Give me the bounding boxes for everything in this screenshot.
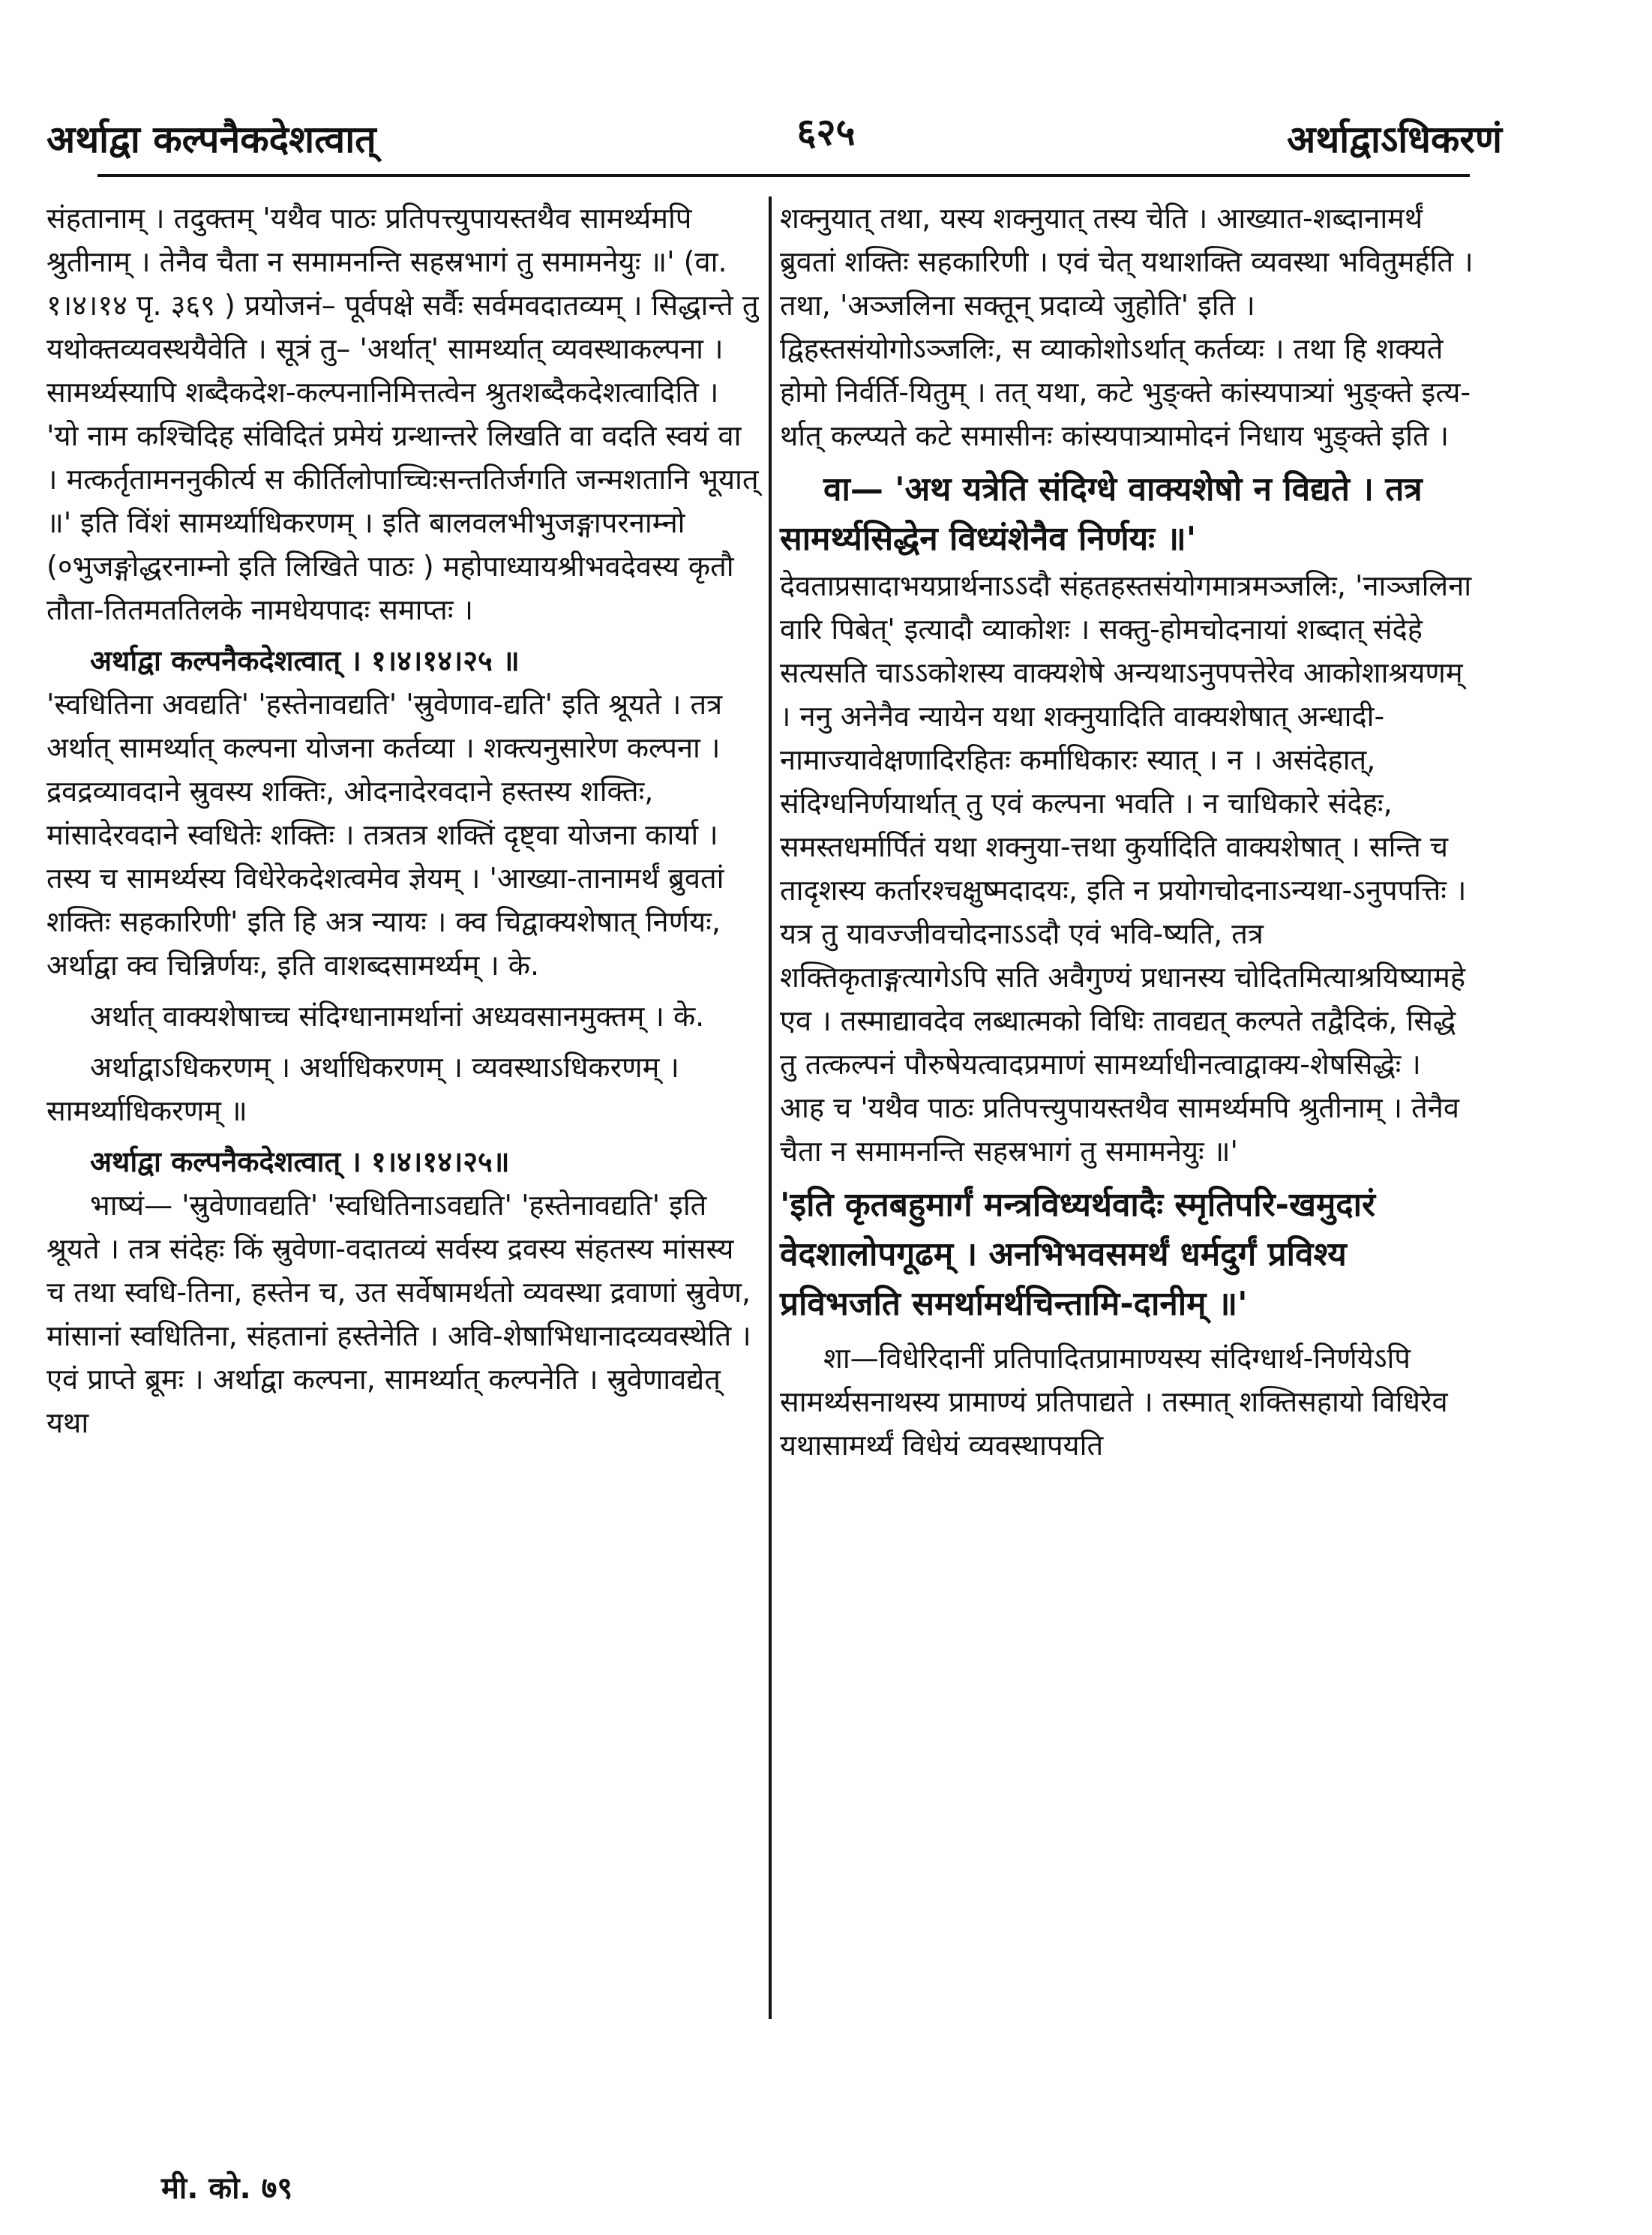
page-header: [0, 0, 1652, 172]
sutra-heading-2: अर्थाद्वा कल्पनैकदेशत्वात् । १।४।१४।२५॥: [90, 1145, 510, 1178]
right-paragraph-1: शक्नुयात् तथा, यस्य शक्नुयात् तस्य चेति । आख्यात-शब्दानामर्थं ब्रुवतां शक्तिः सहकारिणी । एवं चेत् यथाशक्ति व्यवस्था भवितुमर्हति । तथा, 'अञ्जलिना सक्तून् प्रदाव्ये जुहोति' इति । द्विहस्तसंयोगोऽञ्जलिः, स व्याकोशोऽर्थात् कर्तव्यः । तथा हि शक्यते होमो निर्वर्ति-यितुम् । तत् यथा, कटे भुङ्क्ते कांस्यपात्र्यां भुङ्क्ते इत्य-र्थात् कल्प्यते कटे समासीनः कांस्यपात्र्यामोदनं निधाय भुङ्क्ते इति ।: [780, 202, 1474, 452]
right-paragraph-2: देवताप्रसादाभयप्रार्थनाऽऽदौ संहतहस्तसंयोगमात्रमञ्जलिः, 'नाञ्जलिना वारि पिबेत्' इत्यादौ व्याकोशः । सक्तु-होमचोदनायां शब्दात् संदेहे सत्यसति चाऽऽकोशस्य वाक्यशेषे अन्यथाऽनुपपत्तेरेव आकोशाश्रयणम् । ननु अनेनैव न्यायेन यथा शक्नुयादिति वाक्यशेषात् अन्धादी-नामाज्यावेक्षणादिरहितः कर्माधिकारः स्यात् । न । असंदेहात्, संदिग्धनिर्णयार्थात् तु एवं कल्पना भवति । न चाधिकारे संदेहः, समस्तधर्मार्पितं यथा शक्नुया-त्तथा कुर्यादिति वाक्यशेषात् । सन्ति च तादृशस्य कर्तारश्चक्षुष्मदादयः, इति न प्रयोगचोदनाऽन्यथा-ऽनुपपत्तिः । यत्र तु यावज्जीवचोदनाऽऽदौ एवं भवि-ष्यति, तत्र शक्तिकृताङ्गत्यागेऽपि सति अवैगुण्यं प्रधानस्य चोदितमित्याश्रयिष्यामहे एव । तस्माद्यावदेव लब्धात्मको विधिः तावद्यत् कल्पते तद्वैदिकं, सिद्धे तु तत्कल्पनं पौरुषेयत्वादप्रमाणं सामर्थ्याधीनत्वाद्वाक्य-शेषसिद्धेः । आह च 'यथैव पाठः प्रतिपत्त्युपायस्तथैव सामर्थ्यमपि श्रुतीनाम् । तेनैव चैता न समामनन्ति सहस्रभागं तु समामनेयुः ॥': [780, 569, 1472, 1168]
right-column: [780, 196, 1474, 1467]
left-paragraph-3: अर्थात् वाक्यशेषाच्च संदिग्धानामर्थानां अध्यवसानमुक्तम् । के.: [90, 1000, 705, 1033]
left-paragraph-2: 'स्वधितिना अवद्यति' 'हस्तेनावद्यति' 'स्रुवेणाव-द्यति' इति श्रूयते । तत्र अर्थात् सामर्थ्यात् कल्पना योजना कर्तव्या । शक्त्यनुसारेण कल्पना । द्रवद्रव्यावदाने स्रुवस्य शक्तिः, ओदनादेरवदाने हस्तस्य शक्तिः, मांसादेरवदाने स्वधितेः शक्तिः । तत्रतत्र शक्तिं दृष्ट्वा योजना कार्या । तस्य च सामर्थ्यस्य विधेरेकदेशत्वमेव ज्ञेयम् । 'आख्या-तानामर्थं ब्रुवतां शक्तिः सहकारिणी' इति हि अत्र न्यायः । क्व चिद्वाक्यशेषात् निर्णयः, अर्थाद्वा क्व चिन्निर्णयः, इति वाशब्दसामर्थ्यम् । के.: [46, 688, 724, 982]
left-paragraph-1: संहतानाम् । तदुक्तम् 'यथैव पाठः प्रतिपत्त्युपायस्तथैव सामर्थ्यमपि श्रुतीनाम् । तेनैव चैता न समामनन्ति सहस्रभागं तु समामनेयुः ॥' (वा. १।४।१४ पृ. ३६९ ) प्रयोजनं– पूर्वपक्षे सर्वैः सर्वमवदातव्यम् । सिद्धान्ते तु यथोक्तव्यवस्थयैवेति । सूत्रं तु– 'अर्थात्' सामर्थ्यात् व्यवस्थाकल्पना । सामर्थ्यस्यापि शब्दैकदेश-कल्पनानिमित्तत्वेन श्रुतशब्दैकदेशत्वादिति । 'यो नाम कश्चिदिह संविदितं प्रमेयं ग्रन्थान्तरे लिखति वा वदति स्वयं वा । मत्कर्तृतामननुकीर्त्य स कीर्तिलोपाच्चिःसन्ततिर्जगति जन्मशतानि भूयात् ॥' इति विंशं सामर्थ्याधिकरणम् । इति बालवलभीभुजङ्गापरनाम्नो (०भुजङ्गोद्धरनाम्नो इति लिखिते पाठः ) महोपाध्यायश्रीभवदेवस्य कृतौ तौता-तितमततिलके नामधेयपादः समाप्तः ।: [46, 202, 759, 626]
signature-footer: मी. को. ७९: [161, 2171, 293, 2206]
bhashya-paragraph: भाष्यं— 'स्रुवेणावद्यति' 'स्वधितिनाऽवद्यति' 'हस्तेनावद्यति' इति श्रूयते । तत्र संदेहः किं स्रुवेणा-वदातव्यं सर्वस्य द्रवस्य संहतस्य मांसस्य च तथा स्वधि-तिना, हस्तेन च, उत सर्वेषामर्थतो व्यवस्था द्रवाणां स्रुवेण, मांसानां स्वधितिना, संहतानां हस्तेनेति । अवि-शेषाभिधानादव्यवस्थेति । एवं प्राप्ते ब्रूमः । अर्थाद्वा कल्पना, सामर्थ्यात् कल्पनेति । स्रुवेणावद्येत् यथा: [46, 1189, 751, 1439]
running-title-right: अर्थाद्वाऽधिकरणं: [1287, 118, 1502, 161]
closing-verse: 'इति कृतबहुमार्गं मन्त्रविध्यर्थवादैः स्मृतिपरि-खमुदारं वेदशालोपगूढम् । अनभिभवसमर्थं धर्मदुर्गं प्रविश्य प्रविभजति समर्थामर्थचिन्तामि-दानीम् ॥': [780, 1186, 1376, 1323]
left-column: [46, 196, 759, 1444]
left-paragraph-4: अर्थाद्वाऽधिकरणम् । अर्थाधिकरणम् । व्यवस्थाऽधिकरणम् । सामर्थ्याधिकरणम् ॥: [46, 1051, 679, 1127]
running-title-left: अर्थाद्वा कल्पनैकदेशत्वात्: [46, 118, 376, 161]
page-number: ६२५: [796, 110, 856, 154]
shabara-paragraph: शा—विधेरिदानीं प्रतिपादितप्रामाण्यस्य संदिग्धार्थ-निर्णयेऽपि सामर्थ्यसनाथस्य प्रामाण्यं प्रतिपाद्यते । तस्मात् शक्तिसहायो विधिरेव यथासामर्थ्यं विधेयं व्यवस्थापयति: [780, 1342, 1448, 1462]
vartika-verse: वा— 'अथ यत्रेति संदिग्धे वाक्यशेषो न विद्यते । तत्र सामर्थ्यसिद्धेन विध्यंशेनैव निर्णयः ॥': [780, 470, 1423, 558]
header-rule: [97, 174, 1470, 177]
column-divider: [769, 196, 772, 2019]
sutra-heading: अर्थाद्वा कल्पनैकदेशत्वात् । १।४।१४।२५ ॥: [90, 644, 520, 677]
